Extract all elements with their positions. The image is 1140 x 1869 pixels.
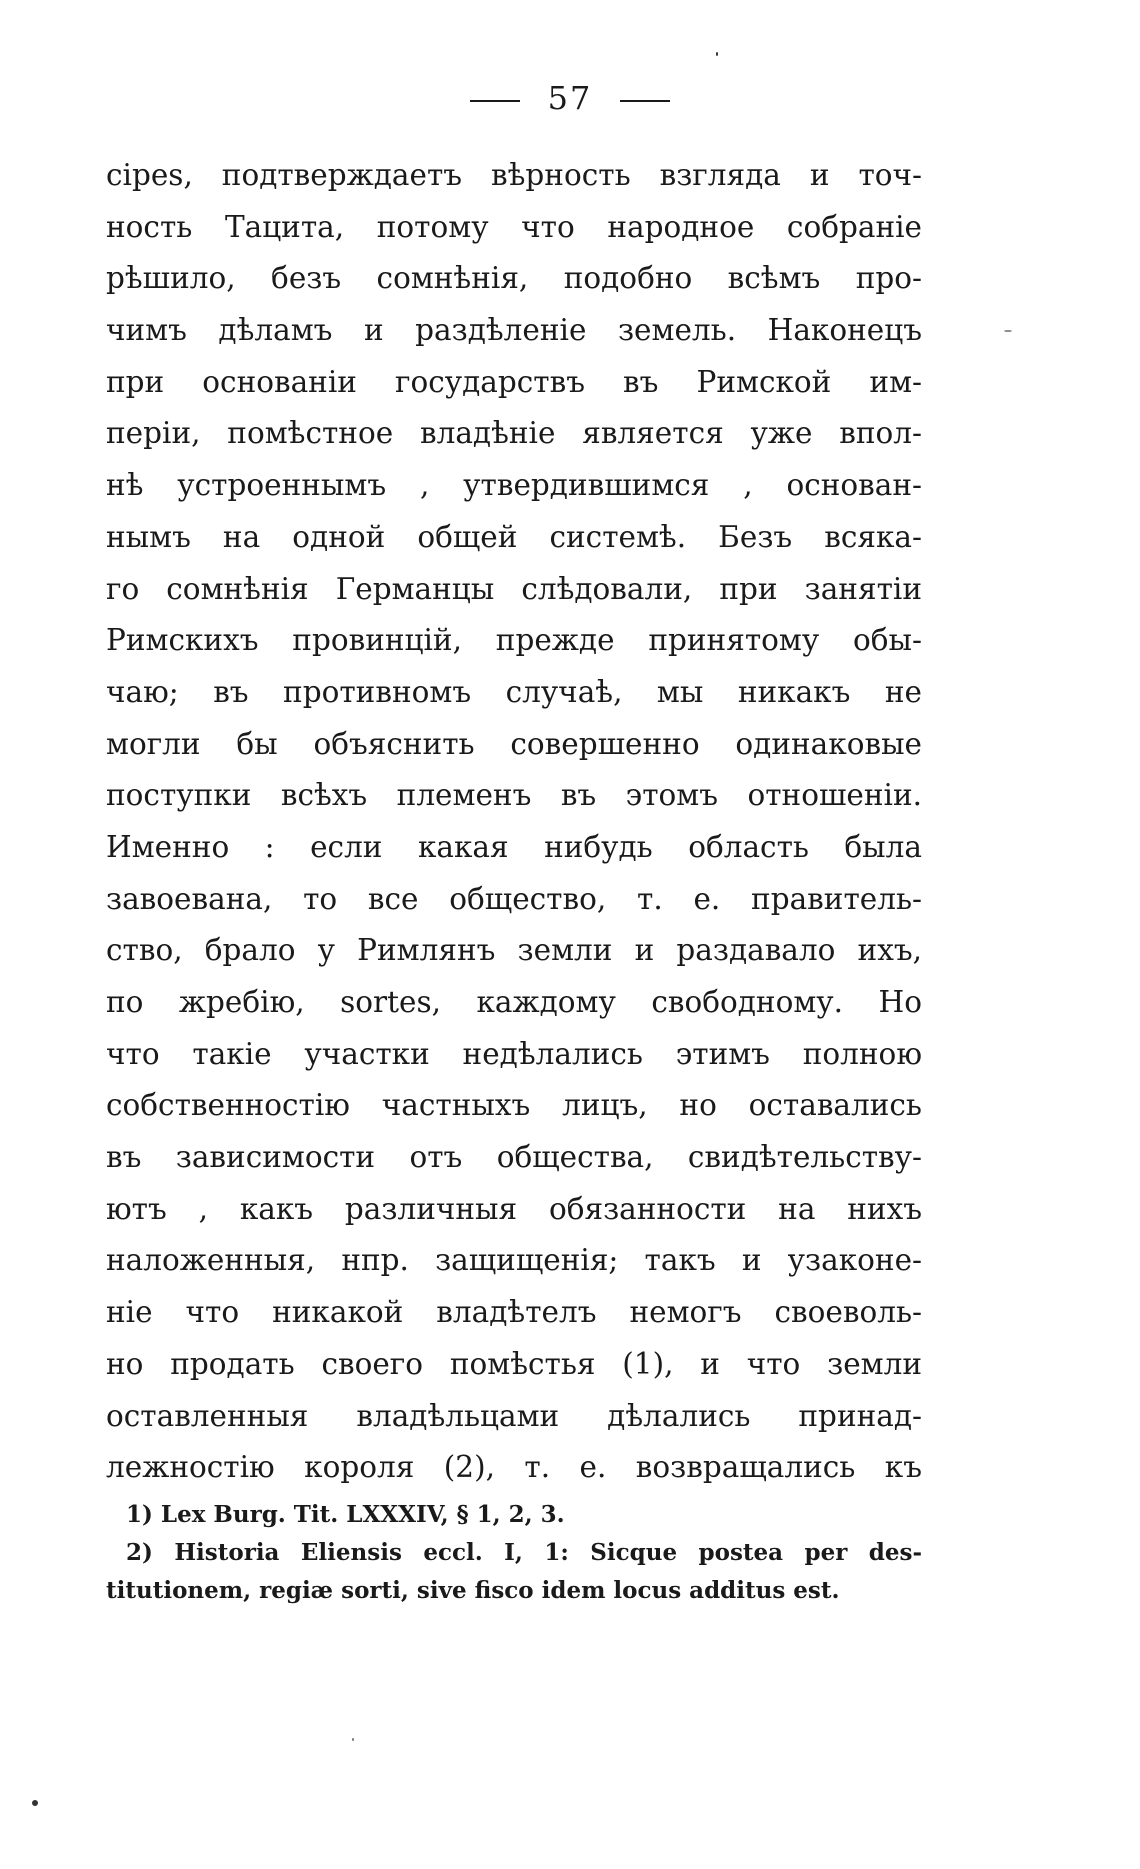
footnotes [106,1496,922,1610]
text-line: поступки всѣхъ племенъ въ этомъ отношеніи. [106,778,922,813]
text-line: чаю; въ противномъ случаѣ, мы никакъ не [106,674,922,709]
text-line: по жребію, sortes, каждому свободному. Но [106,985,922,1019]
text-line: Римскихъ провинцій, прежде принятому обы- [106,623,922,658]
text-line: оставленныя владѣльцами дѣлались принад- [106,1398,922,1433]
text-line: наложенныя, нпр. защищенія; такъ и узаконе- [106,1243,922,1278]
scan-speck [716,52,718,56]
text-line: собственностію частныхъ лицъ, но оставались [106,1088,922,1123]
text-line: могли бы объяснить совершенно одинаковые [106,726,922,761]
text-line: въ зависимости отъ общества, свидѣтельству- [106,1140,922,1175]
text-line: нѣ устроеннымъ , утвердившимся , основан- [106,468,922,503]
text-line: что такіе участки недѣлались этимъ полною [106,1036,922,1071]
page-number: 57 [547,79,593,117]
text-line: при основаніи государствъ въ Римской им- [106,364,922,399]
text-line: періи, помѣстное владѣніе является уже впол- [106,416,922,451]
text-line: завоевана, то все общество, т. е. правитель- [106,881,922,916]
scan-speck [1004,330,1012,332]
text-line: лежностію короля (2), т. е. возвращались къ [106,1450,922,1485]
text-line: cipes, подтверждаетъ вѣрность взгляда и точ- [106,158,922,192]
text-line: ность Тацита, потому что народное собраніе [106,209,922,244]
text-line: го сомнѣнія Германцы слѣдовали, при занятіи [106,571,922,606]
text-line: Именно : если какая нибудь область была [106,829,922,864]
body-text [106,150,922,1494]
footnote-2-continuation: titutionem, regiæ sorti, sive fisco idem locus additus est. [106,1577,840,1604]
scan-speck [352,1738,354,1741]
text-line: чимъ дѣламъ и раздѣленіе земель. Наконецъ [106,313,922,348]
text-line: рѣшило, безъ сомнѣнія, подобно всѣмъ про- [106,261,922,296]
header-dash-left [470,100,520,102]
text-line: ютъ , какъ различныя обязанности на нихъ [106,1191,922,1226]
text-line: нымъ на одной общей системѣ. Безъ всяка- [106,519,922,554]
footnote-1: 1) Lex Burg. Tit. LXXXIV, § 1, 2, 3. [126,1501,565,1528]
footnote-2: 2) Historia Eliensis eccl. I, 1: Sicque postea per des- [126,1539,922,1566]
scan-speck [32,1800,38,1806]
page-header [0,78,1140,118]
text-line: ство, брало у Римлянъ земли и раздавало ихъ, [106,933,922,968]
header-dash-right [620,100,670,102]
text-line: но продать своего помѣстья (1), и что земли [106,1346,922,1381]
text-line: ніе что никакой владѣтелъ немогъ своеволь- [106,1295,922,1330]
